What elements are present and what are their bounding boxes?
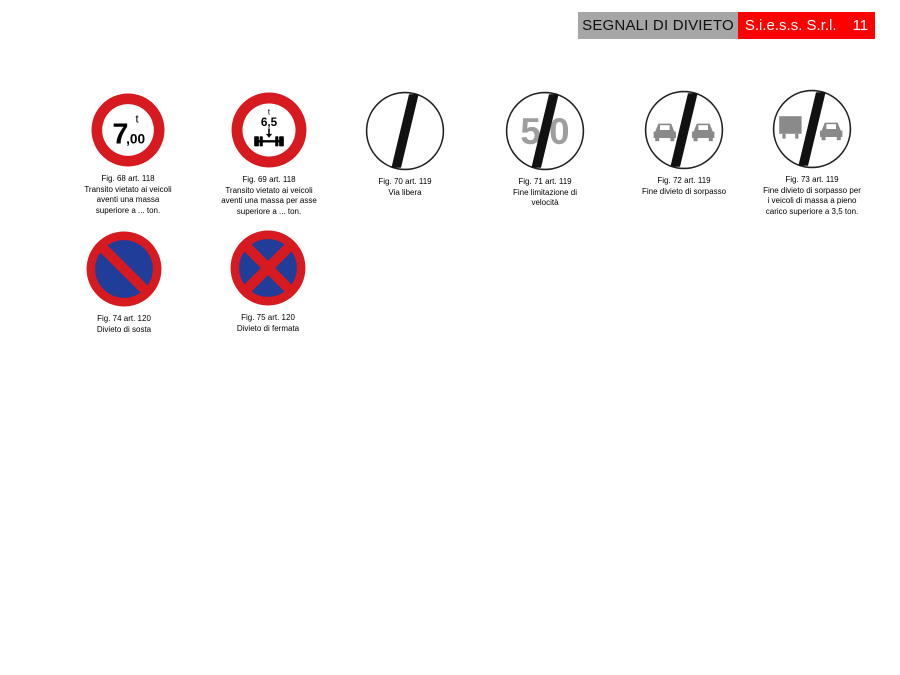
svg-text:5: 5 — [520, 110, 541, 152]
sign-caption: Fig. 70 art. 119 Via libera — [378, 177, 432, 197]
sign-fig70 — [340, 91, 470, 198]
company-badge — [738, 12, 875, 39]
sign-fig71 — [480, 91, 610, 209]
no-stopping-sign-icon — [229, 229, 307, 307]
end-truck-no-overtaking-sign-icon — [772, 89, 852, 169]
axle-weight-limit-sign-icon — [230, 91, 308, 169]
no-parking-sign-icon — [85, 230, 163, 308]
svg-text:t: t — [267, 107, 271, 117]
page-header — [578, 12, 875, 39]
end-of-restrictions-sign-icon — [365, 91, 445, 171]
sign-fig75 — [203, 229, 333, 334]
sign-caption: Fig. 75 art. 120 Divieto di fermata — [236, 313, 300, 333]
svg-text:,00: ,00 — [126, 131, 146, 147]
sign-fig69 — [204, 91, 334, 217]
end-speed-limit-sign-icon — [505, 91, 585, 171]
sign-fig72 — [619, 90, 749, 197]
sign-caption: Fig. 72 art. 119 Fine divieto di sorpasso — [641, 176, 727, 196]
sign-fig73 — [747, 89, 877, 217]
sign-caption: Fig. 69 art. 118 Transito vietato ai veicoli aventi una massa per asse superiore a ... ton. — [221, 175, 317, 216]
sign-caption: Fig. 73 art. 119 Fine divieto di sorpasso per i veicoli di massa a pieno carico superiore a 3,5 ton. — [763, 175, 861, 216]
weight-limit-sign-icon — [90, 92, 166, 168]
sign-caption: Fig. 74 art. 120 Divieto di sosta — [96, 314, 152, 334]
sign-caption: Fig. 71 art. 119 Fine limitazione di velocità — [512, 177, 578, 207]
svg-text:7: 7 — [112, 118, 129, 151]
sign-fig74 — [59, 230, 189, 335]
end-no-overtaking-sign-icon — [644, 90, 724, 170]
svg-text:t: t — [135, 113, 139, 126]
svg-text:6,5: 6,5 — [260, 116, 278, 130]
company-name: S.i.e.s.s. S.r.l. — [744, 17, 837, 34]
page-title: SEGNALI DI DIVIETO — [578, 12, 738, 39]
sign-caption: Fig. 68 art. 118 Transito vietato ai veicoli aventi una massa superiore a ... ton. — [84, 174, 172, 215]
sign-fig68 — [63, 92, 193, 216]
svg-text:0: 0 — [549, 110, 570, 152]
page-number: 11 — [852, 17, 869, 34]
